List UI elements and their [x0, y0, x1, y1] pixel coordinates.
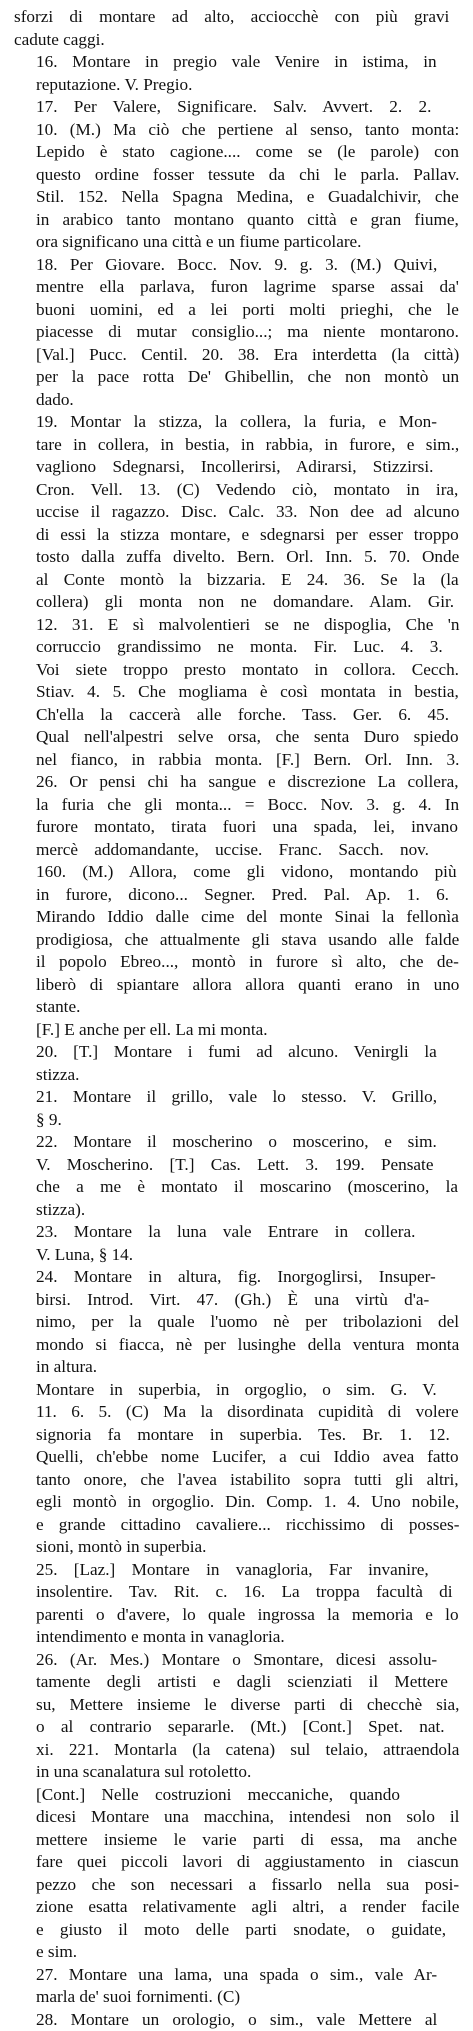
text-line: e grande cittadino cavaliere... ricchissimo di posses-: [14, 1514, 459, 1537]
text-line: 24. Montare in altura, fig. Inorgoglirsi, Insuper-: [14, 1266, 459, 1289]
text-line: furore montato, tirata fuori una spada, lei, invano: [14, 816, 459, 839]
text-line: 23. Montare la luna vale Entrare in collera.: [14, 1221, 459, 1244]
text-line: corruccio grandissimo ne monta. Fir. Luc. 4. 3.: [14, 636, 459, 659]
text-line: xi. 221. Montarla (la catena) sul telaio, attraendola: [14, 1739, 459, 1762]
entry-23: [14, 1221, 459, 1266]
text-line: V. Luna, § 14.: [14, 1244, 459, 1267]
text-line: stizza).: [14, 1199, 459, 1222]
text-line: Ch'ella la caccerà alle forche. Tass. Ger. 6. 45.: [14, 704, 459, 727]
text-line: pezzo che son necessari a fissarlo nella sua posi-: [14, 1874, 459, 1897]
text-line: reputazione. V. Pregio.: [14, 74, 459, 97]
entry-17: [14, 96, 459, 254]
text-line: [Cont.] Nelle costruzioni meccaniche, quando: [14, 1784, 459, 1807]
text-line: cadute caggi.: [14, 29, 459, 52]
text-line: 22. Montare il moscherino o moscerino, e sim.: [14, 1131, 459, 1154]
entry-21: [14, 1086, 459, 1131]
text-line: § 9.: [14, 1109, 459, 1132]
text-line: stante.: [14, 996, 459, 1019]
text-line: vagliono Sdegnarsi, Incollerirsi, Adirarsi, Stizzirsi.: [14, 456, 459, 479]
entry-19: [14, 411, 459, 1019]
text-line: uccise il ragazzo. Disc. Calc. 33. Non dee ad alcuno: [14, 501, 459, 524]
entry-26-sub: [14, 1784, 459, 1964]
text-line: [Val.] Pucc. Centil. 20. 38. Era interdetta (la città): [14, 344, 459, 367]
text-line: dado.: [14, 389, 459, 412]
text-line: 20. [T.] Montare i fumi ad alcuno. Venirgli la: [14, 1041, 459, 1064]
text-line: 26. Or pensi chi ha sangue e discrezione La collera,: [14, 771, 459, 794]
text-line: intendimento e monta in vanagloria.: [14, 1626, 459, 1649]
text-line: tosto dalla zuffa divelto. Bern. Orl. Inn. 5. 70. Onde: [14, 546, 459, 569]
text-line: 19. Montar la stizza, la collera, la furia, e Mon-: [14, 411, 459, 434]
text-line: il popolo Ebreo..., montò in furore sì alto, che de-: [14, 951, 459, 974]
text-line: piacesse di mutar consiglio...; ma niente montarono.: [14, 321, 459, 344]
text-line: Stiav. 4. 5. Che mogliama è così montata in bestia,: [14, 681, 459, 704]
text-line: 11. 6. 5. (C) Ma la disordinata cupidità di volere: [14, 1401, 459, 1424]
text-line: marla de' suoi fornimenti. (C): [14, 1986, 459, 2009]
text-line: stizza.: [14, 1064, 459, 1087]
text-line: tanto onore, che l'avea istabilito sopra tutti gli altri,: [14, 1469, 459, 1492]
entry-27: [14, 1964, 459, 2009]
text-line: fare quei piccoli lavori di aggiustamento in ciascun: [14, 1851, 459, 1874]
text-line: e giusto il moto delle parti snodate, o guidate,: [14, 1919, 459, 1942]
text-line: 28. Montare un orologio, o sim., vale Mettere al: [14, 2009, 459, 2031]
text-line: V. Moscherino. [T.] Cas. Lett. 3. 199. Pensate: [14, 1154, 459, 1177]
entry-continuation: [14, 6, 459, 51]
text-line: Qual nell'alpestri selve orsa, che senta Duro spiedo: [14, 726, 459, 749]
entry-25: [14, 1559, 459, 1649]
text-line: ora significano una città e un fiume particolare.: [14, 231, 459, 254]
text-line: 16. Montare in pregio vale Venire in istima, in: [14, 51, 459, 74]
text-line: 18. Per Giovare. Bocc. Nov. 9. g. 3. (M.) Quivi,: [14, 254, 459, 277]
text-line: in arabico tanto montano quanto città e gran fiume,: [14, 209, 459, 232]
text-line: nimo, per la quale l'uomo nè per tribolazioni del: [14, 1311, 459, 1334]
text-line: 25. [Laz.] Montare in vanagloria, Far invanire,: [14, 1559, 459, 1582]
entry-28: [14, 2009, 459, 2031]
text-line: buoni uomini, ed a lei porti molti prieghi, che le: [14, 299, 459, 322]
text-line: per la pace rotta De' Ghibellin, che non montò un: [14, 366, 459, 389]
text-line: mercè addomandante, uccise. Franc. Sacch. nov.: [14, 839, 459, 862]
text-line: che a me è montato il moscarino (moscerino, la: [14, 1176, 459, 1199]
text-line: tamente degli artisti e dagli scienziati il Mettere: [14, 1671, 459, 1694]
text-line: Stil. 152. Nella Spagna Medina, e Guadalchivir, che: [14, 186, 459, 209]
text-line: 10. (M.) Ma ciò che pertiene al senso, tanto monta:: [14, 119, 459, 142]
entry-18: [14, 254, 459, 412]
text-line: nel fianco, in rabbia monta. [F.] Bern. Orl. Inn. 3.: [14, 749, 459, 772]
text-line: 21. Montare il grillo, vale lo stesso. V. Grillo,: [14, 1086, 459, 1109]
text-line: Mirando Iddio dalle cime del monte Sinai la fellonìa: [14, 906, 459, 929]
text-line: collera) gli monta non ne domandare. Alam. Gir.: [14, 591, 459, 614]
text-line: insolentire. Tav. Rit. c. 16. La troppa facultà di: [14, 1581, 459, 1604]
text-line: su, Mettere insieme le diverse parti di checchè sia,: [14, 1694, 459, 1717]
text-line: prodigiosa, che attualmente gli stava usando alle falde: [14, 929, 459, 952]
text-line: signoria fa montare in superbia. Tes. Br. 1. 12.: [14, 1424, 459, 1447]
text-line: Montare in superbia, in orgoglio, o sim. G. V.: [14, 1379, 459, 1402]
text-line: dicesi Montare una macchina, intendesi non solo il: [14, 1806, 459, 1829]
text-line: sioni, montò in superbia.: [14, 1536, 459, 1559]
entry-19-sub: [14, 1019, 459, 1042]
text-line: parenti o d'avere, lo quale ingrossa la memoria e lo: [14, 1604, 459, 1627]
text-line: questo ordine fosser tessute da chi le parla. Pallav.: [14, 164, 459, 187]
text-line: Voi siete troppo presto montato in collora. Cecch.: [14, 659, 459, 682]
text-line: 26. (Ar. Mes.) Montare o Smontare, dicesi assolu-: [14, 1649, 459, 1672]
entry-20: [14, 1041, 459, 1086]
text-line: liberò di spiantare allora allora quanti erano in uno: [14, 974, 459, 997]
text-line: mettere insieme le varie parti di essa, ma anche: [14, 1829, 459, 1852]
entry-26: [14, 1649, 459, 1784]
entry-16: [14, 51, 459, 96]
text-line: mentre ella parlava, furon lagrime sparse assai da': [14, 276, 459, 299]
text-line: e sim.: [14, 1941, 459, 1964]
text-line: 160. (M.) Allora, come gli vidono, montando più: [14, 861, 459, 884]
text-line: zione esatta relativamente agli altri, a render facile: [14, 1896, 459, 1919]
text-line: o al contrario separarle. (Mt.) [Cont.] Spet. nat.: [14, 1716, 459, 1739]
text-line: 17. Per Valere, Significare. Salv. Avvert. 2. 2.: [14, 96, 459, 119]
text-line: in altura.: [14, 1356, 459, 1379]
text-line: egli montò in orgoglio. Din. Comp. 1. 4. Uno nobile,: [14, 1491, 459, 1514]
text-line: la furia che gli monta... = Bocc. Nov. 3. g. 4. In: [14, 794, 459, 817]
entry-24: [14, 1266, 459, 1379]
text-line: mondo si fiacca, nè per lusinghe della ventura monta: [14, 1334, 459, 1357]
text-line: Lepido è stato cagione.... come se (le parole) con: [14, 141, 459, 164]
text-line: tare in collera, in bestia, in rabbia, in furore, e sim.,: [14, 434, 459, 457]
text-line: 12. 31. E sì malvolentieri se ne dispoglia, Che 'n: [14, 614, 459, 637]
text-line: Cron. Vell. 13. (C) Vedendo ciò, montato in ira,: [14, 479, 459, 502]
text-line: sforzi di montare ad alto, acciocchè con più gravi: [14, 6, 459, 29]
text-line: di essi la stizza montare, e sdegnarsi per esser troppo: [14, 524, 459, 547]
entry-22: [14, 1131, 459, 1221]
text-line: Quelli, ch'ebbe nome Lucifer, a cui Iddio avea fatto: [14, 1446, 459, 1469]
text-line: [F.] E anche per ell. La mi monta.: [14, 1019, 459, 1042]
text-line: in furore, dicono... Segner. Pred. Pal. Ap. 1. 6.: [14, 884, 459, 907]
entry-24-sub: [14, 1379, 459, 1559]
text-line: in una scanalatura sul rotoletto.: [14, 1761, 459, 1784]
text-line: birsi. Introd. Virt. 47. (Gh.) È una virtù d'a-: [14, 1289, 459, 1312]
text-line: 27. Montare una lama, una spada o sim., vale Ar-: [14, 1964, 459, 1987]
text-line: al Conte montò la bizzaria. E 24. 36. Se la (la: [14, 569, 459, 592]
